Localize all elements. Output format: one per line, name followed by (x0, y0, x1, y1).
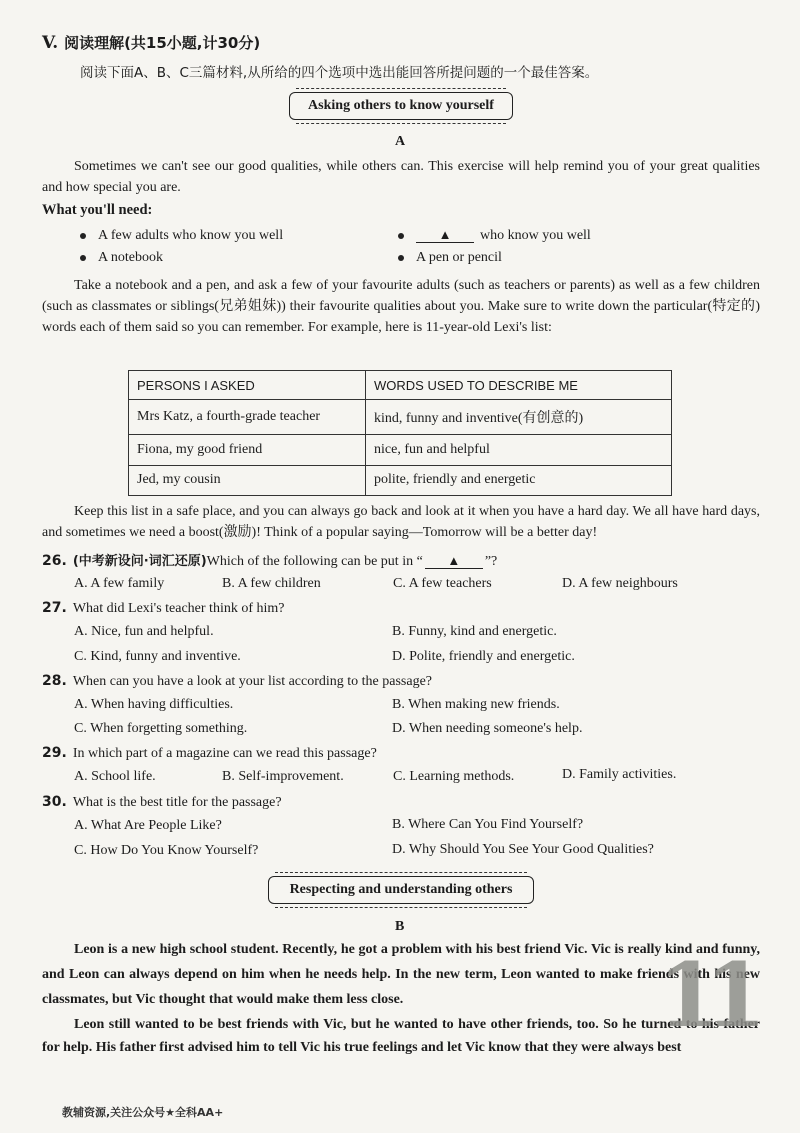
passage-a-banner (289, 92, 513, 120)
passage-a-letter: A (395, 134, 406, 149)
q29-option-a[interactable]: A. School life. (74, 769, 156, 784)
bullet-icon (80, 233, 86, 239)
bullet-icon (398, 233, 404, 239)
table-row (129, 465, 672, 495)
table-cell: Jed, my cousin (129, 465, 366, 495)
question-27-stem: 27. What did Lexi's teacher think of him? (42, 600, 285, 616)
passage-a-para2: Take a notebook and a pen, and ask a few of your favourite adults (such as teachers or parents) as well as a few children (such as classmates or siblings(兄弟姐妹)) their favourite qualities about you. Make sure to write down the particular(特定的) words each of them said so you can remember. For example, here is 11-year-old Lexi's list: (42, 278, 760, 335)
passage-b-banner-text: Respecting and understanding others (289, 882, 513, 897)
q30-option-c[interactable]: C. How Do You Know Yourself? (74, 843, 259, 858)
q26-option-c[interactable]: C. A few teachers (393, 576, 492, 591)
q27-option-a[interactable]: A. Nice, fun and helpful. (74, 624, 214, 639)
footer-note: 教辅资源,关注公众号★全科AA+ (62, 1106, 224, 1119)
q30-option-b[interactable]: B. Where Can You Find Yourself? (392, 817, 584, 832)
q29-option-d[interactable]: D. Family activities. (562, 767, 677, 782)
q29-option-b[interactable]: B. Self-improvement. (222, 769, 344, 784)
question-29-stem: 29. In which part of a magazine can we read this passage? (42, 745, 377, 761)
q29-option-c[interactable]: C. Learning methods. (393, 769, 515, 784)
q28-option-d[interactable]: D. When needing someone's help. (392, 721, 583, 736)
passage-a-intro: Sometimes we can't see our good qualities, while others can. This exercise will help remind you of your great qualities and how special you are. (42, 159, 760, 195)
answer-blank: ▲ (416, 228, 474, 243)
table-cell: Mrs Katz, a fourth-grade teacher (129, 400, 366, 435)
passage-a-banner-text: Asking others to know yourself (308, 98, 494, 113)
table-cell: kind, funny and inventive(有创意的) (366, 400, 672, 435)
lexi-list-table (128, 370, 672, 496)
bullet-icon (398, 255, 404, 261)
needs-item-pen: A pen or pencil (398, 250, 502, 266)
passage-b-banner (268, 876, 534, 904)
section-heading-text: 阅读理解(共15小题,计30分) (64, 34, 261, 52)
q27-option-b[interactable]: B. Funny, kind and energetic. (392, 624, 557, 639)
bullet-icon (80, 255, 86, 261)
question-26-stem: 26. (中考新设问·词汇还原)Which of the following can be put in “ ▲ ”? (42, 553, 498, 569)
needs-item-notebook: A notebook (80, 250, 163, 266)
passage-b-para1: Leon is a new high school student. Recently, he got a problem with his best friend Vic. Vic is really kind and funny, and Leon can always depend on him when he needs help. In the new term, Leon wanted to make friends with his new classmates, but Vic thought that would make them less close. (42, 942, 760, 1007)
q27-option-c[interactable]: C. Kind, funny and inventive. (74, 649, 241, 664)
section-roman: V. (42, 33, 59, 53)
q28-option-a[interactable]: A. When having difficulties. (74, 697, 234, 712)
q30-option-a[interactable]: A. What Are People Like? (74, 818, 222, 833)
passage-a-para3: Keep this list in a safe place, and you can always go back and look at it when you have a hard day. We all have hard days, and sometimes we need a boost(激励)! Think of a popular saying—Tomorrow will be a better day! (42, 504, 760, 540)
q28-option-b[interactable]: B. When making new friends. (392, 697, 560, 712)
q26-option-a[interactable]: A. A few family (74, 576, 165, 591)
table-header-row (129, 371, 672, 400)
page-number-watermark: 11 (658, 943, 753, 1047)
table-cell: polite, friendly and energetic (366, 465, 672, 495)
table-row (129, 400, 672, 435)
table-row (129, 435, 672, 465)
answer-blank: ▲ (425, 554, 483, 569)
q26-option-d[interactable]: D. A few neighbours (562, 576, 678, 591)
table-header: WORDS USED TO DESCRIBE ME (366, 371, 672, 400)
table-header: PERSONS I ASKED (129, 371, 366, 400)
q28-option-c[interactable]: C. When forgetting something. (74, 721, 248, 736)
passage-b-letter: B (395, 919, 405, 934)
section-instruction: 阅读下面A、B、C三篇材料,从所给的四个选项中选出能回答所提问题的一个最佳答案。 (80, 65, 599, 81)
question-28-stem: 28. When can you have a look at your list according to the passage? (42, 673, 433, 689)
needs-item-blank: ▲ who know you well (398, 228, 591, 244)
q27-option-d[interactable]: D. Polite, friendly and energetic. (392, 649, 575, 664)
passage-b-para2: Leon still wanted to be best friends with Vic, but he wanted to have other friends, too. So he turned to his father for help. His father first advised him to tell Vic his true feelings and let Vic know that they were always best (42, 1017, 760, 1055)
q30-option-d[interactable]: D. Why Should You See Your Good Qualities? (392, 842, 654, 857)
table-cell: Fiona, my good friend (129, 435, 366, 465)
needs-item-adults: A few adults who know you well (80, 228, 283, 244)
question-30-stem: 30. What is the best title for the passage? (42, 794, 282, 810)
q26-option-b[interactable]: B. A few children (222, 576, 321, 591)
section-heading (42, 32, 260, 53)
table-cell: nice, fun and helpful (366, 435, 672, 465)
needs-title: What you'll need: (42, 202, 153, 218)
